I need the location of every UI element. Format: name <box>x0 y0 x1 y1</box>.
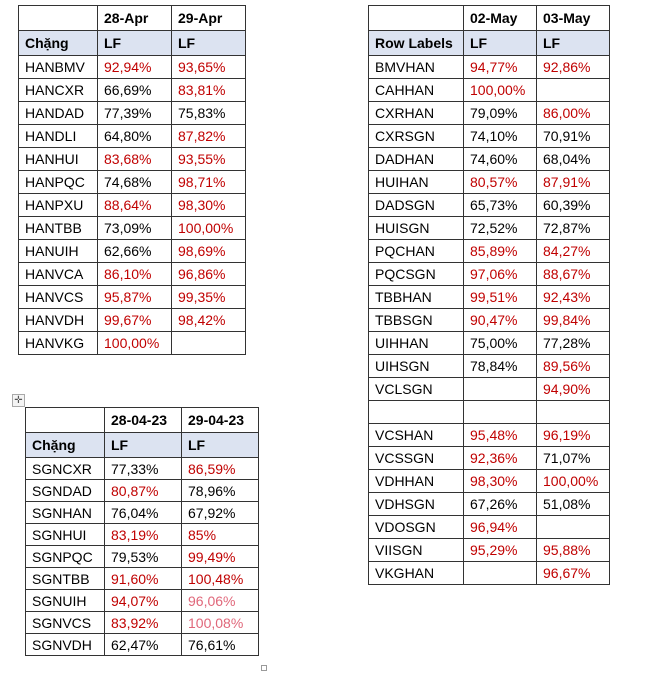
lf-value-cell[interactable]: 98,69% <box>172 240 246 263</box>
table-row <box>19 171 246 194</box>
lf-value-cell[interactable]: 78,96% <box>182 480 259 502</box>
lf-value-cell[interactable]: 92,94% <box>98 56 172 79</box>
lf-value-cell[interactable] <box>464 401 537 424</box>
sgn-load-factor-table <box>25 407 259 656</box>
table-row <box>369 309 610 332</box>
lf-value-cell[interactable] <box>464 562 537 585</box>
lf-value-cell[interactable] <box>537 401 610 424</box>
table-row <box>369 493 610 516</box>
lf-value-cell[interactable] <box>537 79 610 102</box>
lf-value-cell[interactable]: 87,82% <box>172 125 246 148</box>
table-row <box>369 194 610 217</box>
row-label-header-cell[interactable]: Chặng <box>19 31 98 56</box>
lf-value-cell[interactable]: 96,19% <box>537 424 610 447</box>
date-header-cell[interactable]: 29-Apr <box>172 6 246 31</box>
lf-value-cell[interactable]: 83,81% <box>172 79 246 102</box>
route-cell[interactable]: SGNHAN <box>26 502 105 524</box>
lf-value-cell[interactable]: 62,66% <box>98 240 172 263</box>
table-row <box>19 240 246 263</box>
lf-value-cell[interactable]: 85,89% <box>464 240 537 263</box>
lf-value-cell[interactable]: 100,00% <box>98 332 172 355</box>
table-row <box>19 148 246 171</box>
route-cell[interactable]: VDHHAN <box>369 470 464 493</box>
lf-value-cell[interactable]: 77,39% <box>98 102 172 125</box>
table-row <box>19 194 246 217</box>
route-cell[interactable]: UIHSGN <box>369 355 464 378</box>
lf-value-cell[interactable]: 87,91% <box>537 171 610 194</box>
route-cell[interactable]: CAHHAN <box>369 79 464 102</box>
lf-value-cell[interactable]: 100,08% <box>182 612 259 634</box>
lf-value-cell[interactable]: 77,28% <box>537 332 610 355</box>
lf-value-cell[interactable]: 96,67% <box>537 562 610 585</box>
lf-value-cell[interactable]: 99,51% <box>464 286 537 309</box>
route-cell[interactable]: DADHAN <box>369 148 464 171</box>
table-row <box>19 79 246 102</box>
lf-header-row <box>26 433 259 458</box>
route-cell[interactable]: HUISGN <box>369 217 464 240</box>
lf-value-cell[interactable]: 76,04% <box>105 502 182 524</box>
route-cell[interactable]: HANVCA <box>19 263 98 286</box>
route-cell[interactable]: HANTBB <box>19 217 98 240</box>
lf-value-cell[interactable]: 86,59% <box>182 458 259 480</box>
table-row <box>369 240 610 263</box>
lf-value-cell[interactable]: 68,04% <box>537 148 610 171</box>
table-row <box>19 309 246 332</box>
route-cell[interactable]: TBBSGN <box>369 309 464 332</box>
route-cell[interactable]: SGNCXR <box>26 458 105 480</box>
date-header-cell[interactable]: 29-04-23 <box>182 408 259 433</box>
table-row <box>26 524 259 546</box>
lf-header-row <box>19 31 246 56</box>
route-cell[interactable]: BMVHAN <box>369 56 464 79</box>
lf-value-cell[interactable]: 95,29% <box>464 539 537 562</box>
lf-value-cell[interactable]: 94,90% <box>537 378 610 401</box>
route-cell[interactable]: PQCSGN <box>369 263 464 286</box>
route-cell[interactable]: TBBHAN <box>369 286 464 309</box>
lf-value-cell[interactable]: 91,60% <box>105 568 182 590</box>
date-header-row <box>26 408 259 433</box>
route-cell[interactable]: DADSGN <box>369 194 464 217</box>
lf-value-cell[interactable]: 100,00% <box>464 79 537 102</box>
table-row <box>369 424 610 447</box>
table-row <box>26 612 259 634</box>
table-row <box>369 378 610 401</box>
lf-value-cell[interactable]: 100,48% <box>182 568 259 590</box>
lf-value-cell[interactable]: 98,71% <box>172 171 246 194</box>
route-cell[interactable]: HANHUI <box>19 148 98 171</box>
route-cell[interactable]: VIISGN <box>369 539 464 562</box>
route-cell[interactable]: HANPXU <box>19 194 98 217</box>
table-row <box>369 539 610 562</box>
table-row <box>369 171 610 194</box>
table-row <box>369 286 610 309</box>
date-header-cell[interactable]: 02-May <box>464 6 537 31</box>
lf-value-cell[interactable]: 73,09% <box>98 217 172 240</box>
table-row <box>369 332 610 355</box>
table-row <box>19 102 246 125</box>
route-cell[interactable]: SGNHUI <box>26 524 105 546</box>
table-row <box>369 470 610 493</box>
date-header-cell[interactable]: 03-May <box>537 6 610 31</box>
table-row <box>369 217 610 240</box>
lf-value-cell[interactable]: 75,83% <box>172 102 246 125</box>
lf-value-cell[interactable]: 66,69% <box>98 79 172 102</box>
date-header-row <box>19 6 246 31</box>
route-cell[interactable]: SGNDAD <box>26 480 105 502</box>
table-row <box>369 562 610 585</box>
route-cell[interactable]: HANDLI <box>19 125 98 148</box>
route-cell[interactable]: VCSSGN <box>369 447 464 470</box>
lf-value-cell[interactable]: 92,43% <box>537 286 610 309</box>
row-label-header-cell[interactable]: Row Labels <box>369 31 464 56</box>
route-cell[interactable]: VCSHAN <box>369 424 464 447</box>
lf-value-cell[interactable]: 89,56% <box>537 355 610 378</box>
lf-value-cell[interactable]: 84,27% <box>537 240 610 263</box>
lf-value-cell[interactable]: 86,10% <box>98 263 172 286</box>
route-cell[interactable] <box>369 401 464 424</box>
lf-value-cell[interactable]: 79,53% <box>105 546 182 568</box>
table-resize-handle[interactable] <box>261 665 267 671</box>
lf-header-cell[interactable]: LF <box>464 31 537 56</box>
corner-cell[interactable] <box>19 6 98 31</box>
move-icon: ✛ <box>14 395 23 406</box>
lf-value-cell[interactable]: 51,08% <box>537 493 610 516</box>
lf-value-cell[interactable]: 74,60% <box>464 148 537 171</box>
lf-value-cell[interactable]: 96,06% <box>182 590 259 612</box>
lf-value-cell[interactable]: 98,30% <box>172 194 246 217</box>
lf-value-cell[interactable]: 92,86% <box>537 56 610 79</box>
route-cell[interactable]: HANUIH <box>19 240 98 263</box>
table-row <box>26 480 259 502</box>
lf-value-cell[interactable]: 99,67% <box>98 309 172 332</box>
route-cell[interactable]: VDOSGN <box>369 516 464 539</box>
table-row <box>369 102 610 125</box>
table-row <box>19 125 246 148</box>
route-cell[interactable]: VCLSGN <box>369 378 464 401</box>
table-row <box>369 263 610 286</box>
route-cell[interactable]: CXRSGN <box>369 125 464 148</box>
lf-value-cell[interactable]: 72,87% <box>537 217 610 240</box>
table-row <box>369 516 610 539</box>
table-row <box>26 634 259 656</box>
lf-value-cell[interactable]: 83,68% <box>98 148 172 171</box>
lf-value-cell[interactable]: 92,36% <box>464 447 537 470</box>
lf-value-cell[interactable]: 72,52% <box>464 217 537 240</box>
lf-header-cell[interactable]: LF <box>537 31 610 56</box>
lf-value-cell[interactable]: 96,94% <box>464 516 537 539</box>
table-row <box>19 56 246 79</box>
table-row <box>369 148 610 171</box>
lf-value-cell[interactable]: 100,00% <box>172 217 246 240</box>
lf-value-cell[interactable]: 86,00% <box>537 102 610 125</box>
route-cell[interactable]: HANVCS <box>19 286 98 309</box>
lf-value-cell[interactable]: 99,49% <box>182 546 259 568</box>
route-cell[interactable]: CXRHAN <box>369 102 464 125</box>
route-cell[interactable]: SGNVDH <box>26 634 105 656</box>
route-cell[interactable]: HANPQC <box>19 171 98 194</box>
lf-value-cell[interactable]: 83,19% <box>105 524 182 546</box>
lf-value-cell[interactable]: 90,47% <box>464 309 537 332</box>
lf-value-cell[interactable]: 95,88% <box>537 539 610 562</box>
lf-value-cell[interactable] <box>537 516 610 539</box>
lf-value-cell[interactable]: 97,06% <box>464 263 537 286</box>
lf-value-cell[interactable]: 75,00% <box>464 332 537 355</box>
lf-value-cell[interactable]: 95,48% <box>464 424 537 447</box>
return-load-factor-table <box>368 5 610 585</box>
lf-header-cell[interactable]: LF <box>172 31 246 56</box>
lf-value-cell[interactable]: 74,10% <box>464 125 537 148</box>
table-move-handle[interactable] <box>12 394 25 407</box>
table-row <box>26 568 259 590</box>
table-row <box>26 546 259 568</box>
table-row <box>369 355 610 378</box>
date-header-row <box>369 6 610 31</box>
route-cell[interactable]: VKGHAN <box>369 562 464 585</box>
lf-header-cell[interactable]: LF <box>105 433 182 458</box>
lf-value-cell[interactable]: 74,68% <box>98 171 172 194</box>
table-row <box>26 458 259 480</box>
han-load-factor-table <box>18 5 246 355</box>
lf-value-cell[interactable]: 94,07% <box>105 590 182 612</box>
sgn-load-factor-table-wrap <box>25 407 259 656</box>
table-row <box>26 590 259 612</box>
lf-value-cell[interactable]: 79,09% <box>464 102 537 125</box>
lf-value-cell[interactable]: 99,84% <box>537 309 610 332</box>
lf-value-cell[interactable]: 80,87% <box>105 480 182 502</box>
route-cell[interactable]: SGNUIH <box>26 590 105 612</box>
lf-value-cell[interactable]: 98,42% <box>172 309 246 332</box>
return-load-factor-table-wrap <box>368 5 610 585</box>
lf-value-cell[interactable]: 62,47% <box>105 634 182 656</box>
lf-value-cell[interactable]: 64,80% <box>98 125 172 148</box>
row-label-header-cell[interactable]: Chặng <box>26 433 105 458</box>
route-cell[interactable]: HANDAD <box>19 102 98 125</box>
lf-value-cell[interactable]: 94,77% <box>464 56 537 79</box>
lf-value-cell[interactable]: 93,55% <box>172 148 246 171</box>
lf-value-cell[interactable]: 96,86% <box>172 263 246 286</box>
lf-value-cell[interactable]: 78,84% <box>464 355 537 378</box>
lf-value-cell[interactable]: 80,57% <box>464 171 537 194</box>
lf-value-cell[interactable]: 99,35% <box>172 286 246 309</box>
route-cell[interactable]: PQCHAN <box>369 240 464 263</box>
lf-value-cell[interactable]: 85% <box>182 524 259 546</box>
table-row <box>369 401 610 424</box>
lf-value-cell[interactable]: 83,92% <box>105 612 182 634</box>
lf-header-cell[interactable]: LF <box>98 31 172 56</box>
date-header-cell[interactable]: 28-04-23 <box>105 408 182 433</box>
table-row <box>26 502 259 524</box>
lf-value-cell[interactable]: 88,64% <box>98 194 172 217</box>
lf-value-cell[interactable]: 70,91% <box>537 125 610 148</box>
lf-value-cell[interactable]: 100,00% <box>537 470 610 493</box>
lf-value-cell[interactable]: 60,39% <box>537 194 610 217</box>
route-cell[interactable]: SGNPQC <box>26 546 105 568</box>
table-row <box>19 286 246 309</box>
lf-value-cell[interactable]: 98,30% <box>464 470 537 493</box>
route-cell[interactable]: VDHSGN <box>369 493 464 516</box>
lf-value-cell[interactable]: 65,73% <box>464 194 537 217</box>
corner-cell[interactable] <box>369 6 464 31</box>
route-cell[interactable]: SGNTBB <box>26 568 105 590</box>
lf-value-cell[interactable]: 88,67% <box>537 263 610 286</box>
han-load-factor-table-wrap <box>18 5 246 355</box>
lf-value-cell[interactable] <box>464 378 537 401</box>
table-row <box>369 79 610 102</box>
table-row <box>19 263 246 286</box>
table-row <box>369 56 610 79</box>
table-row <box>19 217 246 240</box>
route-cell[interactable]: HANBMV <box>19 56 98 79</box>
lf-header-row <box>369 31 610 56</box>
route-cell[interactable]: HANVDH <box>19 309 98 332</box>
corner-cell[interactable] <box>26 408 105 433</box>
lf-value-cell[interactable]: 67,92% <box>182 502 259 524</box>
lf-header-cell[interactable]: LF <box>182 433 259 458</box>
lf-value-cell[interactable] <box>172 332 246 355</box>
route-cell[interactable]: HUIHAN <box>369 171 464 194</box>
lf-value-cell[interactable]: 77,33% <box>105 458 182 480</box>
lf-value-cell[interactable]: 93,65% <box>172 56 246 79</box>
lf-value-cell[interactable]: 67,26% <box>464 493 537 516</box>
route-cell[interactable]: SGNVCS <box>26 612 105 634</box>
lf-value-cell[interactable]: 76,61% <box>182 634 259 656</box>
date-header-cell[interactable]: 28-Apr <box>98 6 172 31</box>
route-cell[interactable]: HANCXR <box>19 79 98 102</box>
table-row <box>19 332 246 355</box>
lf-value-cell[interactable]: 95,87% <box>98 286 172 309</box>
lf-value-cell[interactable]: 71,07% <box>537 447 610 470</box>
route-cell[interactable]: HANVKG <box>19 332 98 355</box>
table-row <box>369 447 610 470</box>
table-row <box>369 125 610 148</box>
route-cell[interactable]: UIHHAN <box>369 332 464 355</box>
